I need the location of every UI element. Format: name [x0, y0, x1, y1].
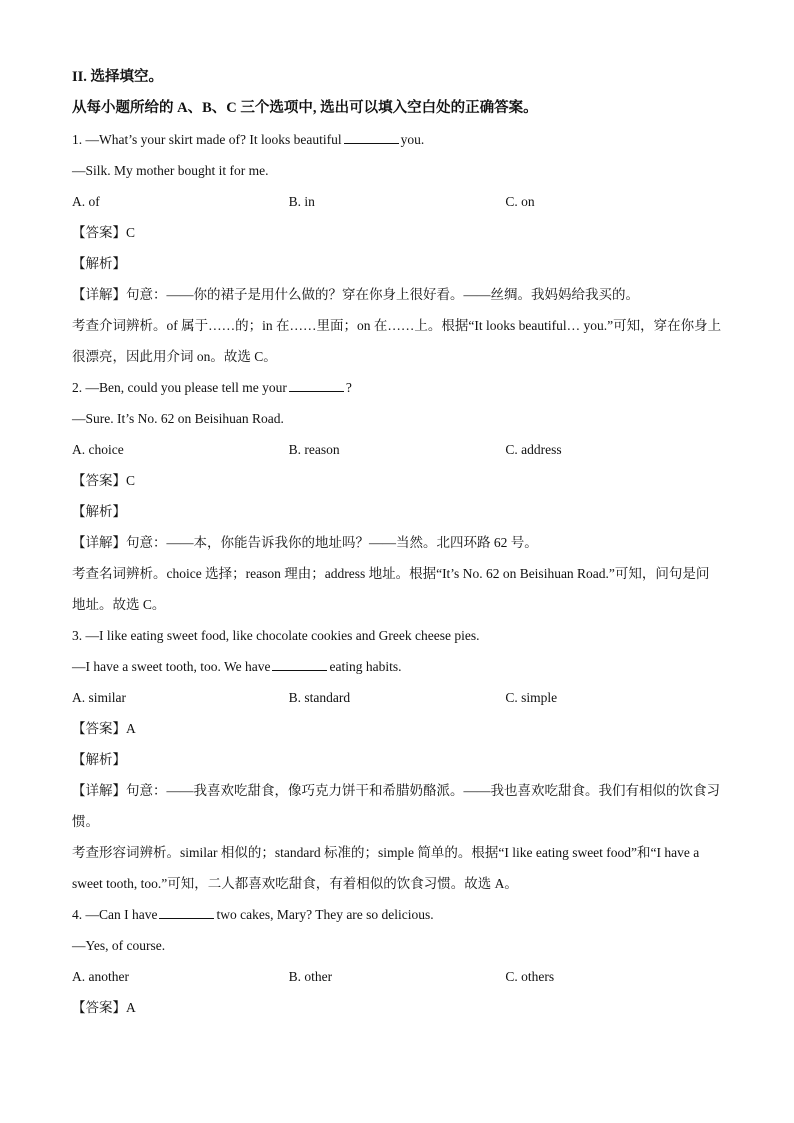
option-b: B. other	[288, 969, 333, 984]
question-2-reply: —Sure. It’s No. 62 on Beisihuan Road.	[72, 411, 284, 426]
answer-blank	[289, 377, 344, 392]
option-a: A. another	[72, 969, 129, 984]
question-text: 1. —What’s your skirt made of? It looks beautiful	[72, 132, 342, 147]
question-4-reply: —Yes, of course.	[72, 938, 166, 953]
option-a: A. similar	[72, 690, 126, 705]
section-title: II. 选择填空。	[72, 69, 164, 85]
option-b: B. standard	[288, 690, 351, 705]
option-a: A. choice	[72, 442, 124, 457]
reply-text: —I have a sweet tooth, too. We have	[72, 659, 271, 674]
question-3-options	[72, 682, 722, 713]
question-4-answer: 【答案】A	[72, 1000, 136, 1015]
question-text-end: you.	[400, 132, 425, 147]
question-3-analysis: 【解析】	[72, 752, 126, 767]
question-1-explain: 考查介词辨析。of 属于……的；in 在……里面；on 在……上。根据“It looks beautiful… you.”可知，穿在你身上很漂亮，因此用介词 on。故选 C。	[72, 318, 722, 364]
answer-blank	[159, 904, 214, 919]
question-2-explain: 考查名词辨析。choice 选择；reason 理由；address 地址。根据“It’s No. 62 on Beisihuan Road.”可知，问句是问地址。故选 C。	[72, 566, 710, 612]
question-3-detail: 【详解】句意：——我喜欢吃甜食，像巧克力饼干和希腊奶酪派。——我也喜欢吃甜食。我们有相似的饮食习惯。	[72, 783, 720, 829]
option-b: B. in	[288, 194, 315, 209]
option-b: B. reason	[288, 442, 340, 457]
question-text-end: ?	[345, 380, 352, 395]
question-4-options	[72, 961, 722, 992]
document-page	[72, 62, 722, 1023]
section-instruction: 从每小题所给的 A、B、C 三个选项中, 选出可以填入空白处的正确答案。	[72, 100, 538, 116]
question-3-answer: 【答案】A	[72, 721, 136, 736]
option-c: C. address	[505, 442, 562, 457]
question-3-explain: 考查形容词辨析。similar 相似的；standard 标准的；simple 简单的。根据“I like eating sweet food”和“I have a sweet tooth, too.”可知，二人都喜欢吃甜食，有着相似的饮食习惯。故选 A。	[72, 845, 700, 891]
question-2-options	[72, 434, 722, 465]
option-c: C. on	[505, 194, 535, 209]
reply-text-end: eating habits.	[329, 659, 402, 674]
question-1-answer: 【答案】C	[72, 225, 136, 240]
question-2-detail: 【详解】句意：——本，你能告诉我你的地址吗？——当然。北四环路 62 号。	[72, 535, 538, 550]
question-3-reply	[72, 651, 722, 682]
answer-blank	[344, 129, 399, 144]
question-4	[72, 899, 722, 930]
option-c: C. others	[505, 969, 555, 984]
question-2-analysis: 【解析】	[72, 504, 126, 519]
option-c: C. simple	[505, 690, 558, 705]
question-3: 3. —I like eating sweet food, like chocolate cookies and Greek cheese pies.	[72, 628, 480, 643]
question-1-analysis: 【解析】	[72, 256, 126, 271]
question-2-answer: 【答案】C	[72, 473, 136, 488]
question-1-options	[72, 186, 722, 217]
answer-blank	[272, 656, 327, 671]
question-text-end: two cakes, Mary? They are so delicious.	[216, 907, 434, 922]
option-a: A. of	[72, 194, 100, 209]
question-1	[72, 124, 722, 155]
question-1-reply: —Silk. My mother bought it for me.	[72, 163, 269, 178]
question-2	[72, 372, 722, 403]
question-1-detail: 【详解】句意：——你的裙子是用什么做的？穿在你身上很好看。——丝绸。我妈妈给我买的。	[72, 287, 639, 302]
question-text: 4. —Can I have	[72, 907, 158, 922]
question-text: 2. —Ben, could you please tell me your	[72, 380, 287, 395]
